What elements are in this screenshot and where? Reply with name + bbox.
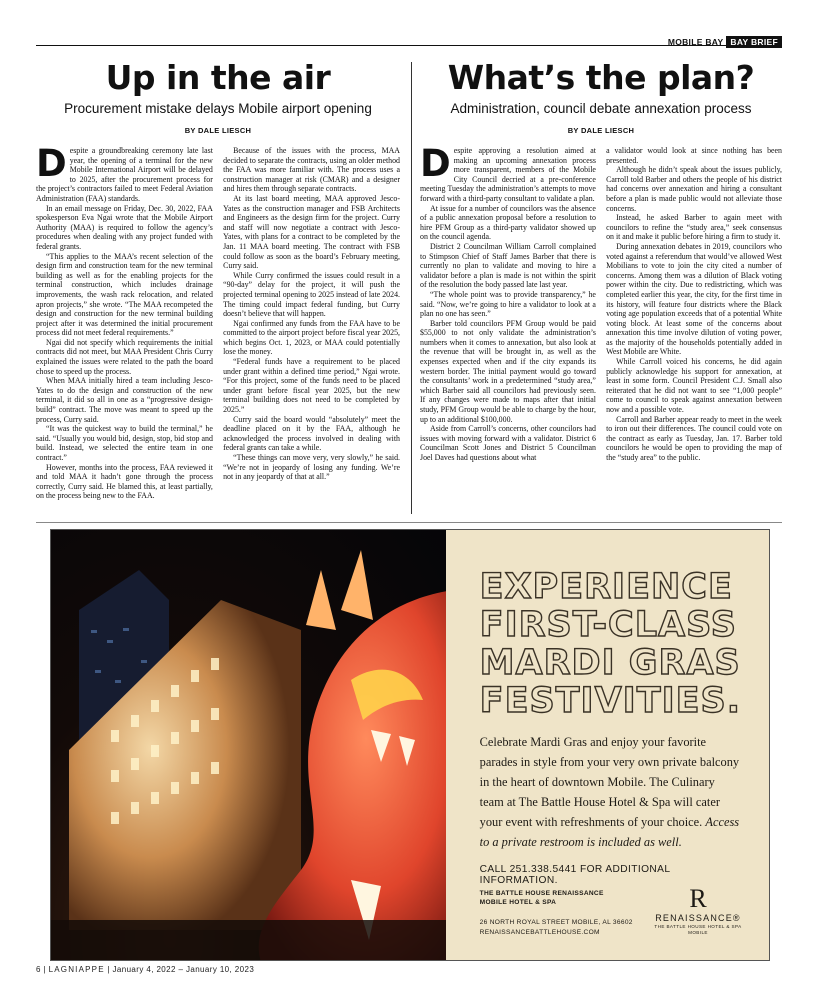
section-tag (668, 36, 782, 48)
paragraph: Ngai confirmed any funds from the FAA have to be committed to the airport project before fiscal year 2025, which begins Oct. 1, 2023, or MAA could potentially lose the money. (223, 318, 400, 357)
ad-headline-line: MARDI GRAS (479, 643, 741, 683)
issue-dates: January 4, 2022 – January 10, 2023 (112, 965, 255, 974)
dropcap: D (420, 142, 451, 185)
page-folio: 6 | LAGNIAPPE | January 4, 2022 – January 10, 2023 (36, 965, 255, 974)
paragraph: At issue for a number of councilors was the absence of a public annexation proposal before a resolution to hire PFM Group as a third-party validator showed up on the council agenda. (420, 203, 596, 242)
story-column-1 (420, 142, 596, 463)
advertisement-renaissance[interactable] (50, 529, 770, 961)
paragraph: Because of the issues with the process, MAA decided to separate the contracts, using an older method the FAA was more familiar with. The process uses a construction manager at risk (CMAR) and a designer and hires them through separate contracts. (223, 146, 400, 194)
headline: Up in the air (105, 58, 331, 97)
paragraph: Instead, he asked Barber to again meet with councilors to refine the “study area,” seek consensus on it and make it public before hiring a firm to study it. (606, 213, 782, 242)
paragraph: Carroll and Barber appear ready to meet in the week to iron out their differences. The council could vote on the contract as early as Tuesday, Jan. 17. Barber told councilors he would be open to providing the map of the “study area” to the public. (606, 414, 782, 462)
ad-footer (480, 889, 633, 938)
ad-headline-line: FIRST-CLASS (479, 605, 737, 645)
column-divider (411, 62, 412, 514)
logo-subtitle: THE BATTLE HOUSE HOTEL & SPA MOBILE (654, 924, 742, 935)
hotel-contact (480, 918, 633, 938)
paragraph: Aside from Carroll’s concerns, other councilors had issues with moving forward with a validator. District 6 Councilman Scott Jones and District 5 Councilman Joel Daves had questions about what (420, 424, 596, 462)
ad-headline-line: FESTIVITIES. (479, 681, 741, 721)
story-annexation (420, 58, 782, 463)
byline: BY DALE LIESCH (567, 126, 635, 135)
ad-headline (480, 568, 741, 720)
story-column-2 (223, 146, 400, 501)
ad-photo-mardi-gras-float (51, 530, 446, 960)
paragraph: “The whole point was to provide transparency,” he said. “Now, we’re going to hire a validator to look at a plan no one has seen.” (420, 289, 596, 319)
logo-name: RENAISSANCE® (655, 913, 741, 923)
renaissance-r-icon: R (689, 884, 707, 913)
ad-separator-rule (36, 522, 782, 523)
ad-body-text: Celebrate Mardi Gras and enjoy your favorite parades in style from your very own private balcony in the heart of downtown Mobile. The Culinary team at The Battle House Hotel & Spa will cater your event with refreshments of your choice. Access to a private restroom is included as well. (479, 735, 740, 849)
paragraph: While Curry confirmed the issues could result in a “90-day” delay for the project, it will push the projected terminal opening to 2025 instead of late 2024. The timing could impact federal funding, but Curry doesn’t believe that will happen. (223, 270, 400, 319)
subheadline: Administration, council debate annexation process (450, 101, 752, 116)
ad-phone-callout[interactable]: CALL 251.338.5441 FOR ADDITIONAL INFORMATION. (479, 864, 671, 886)
hotel-name: THE BATTLE HOUSE RENAISSANCE MOBILE HOTEL & SPA (479, 890, 604, 906)
paragraph: “This applies to the MAA’s recent selection of the design firm and construction team for the new terminal building as well as for the enabling projects for the terminal construction, which includes drainage improvements, the wash rack relocation, and related apron projects,” she wrote. “The MAA recompeted the design and construction for the new terminal building project after it was determined the initial procurement process did not meet federal requirements.” (36, 251, 213, 338)
hotel-address: 26 NORTH ROYAL STREET MOBILE, AL 36602 (479, 919, 633, 926)
paragraph: District 2 Councilman William Carroll complained to Stimpson Chief of Staff James Barber that there is currently no plan to validate and moving to hire a validator before a plan is made is not within the spirit of the resolution the body passed late last year. (420, 241, 596, 290)
byline: BY DALE LIESCH (184, 126, 252, 135)
paragraph: While Carroll voiced his concerns, he did again publicly acknowledge his support for annexation, at least in some form. Council President C.J. Small also reiterated that he did not want to see “1,000 people” come to council to speak against annexation between now and a possible vote. (606, 357, 782, 415)
paragraph: Despite approving a resolution aimed at making an upcoming annexation process more transparent, members of the Mobile City Council decried at a pre-conference meeting Tuesday the administration’s attempts to move forward with a third-party consultant to validate a plan. (420, 142, 596, 203)
dropcap: D (36, 142, 67, 185)
paragraph: “It was the quickest way to build the terminal,” he said. “Usually you would bid, design, stop, bid stop and build. Instead, we selected the entire team in one contract.” (36, 424, 213, 462)
story-airport (36, 58, 400, 501)
ad-headline-line: EXPERIENCE (479, 567, 733, 607)
paragraph: Curry said the board would “absolutely” meet the deadline placed on it by the FAA, although he acknowledged the process involved in dealing with federal grants can take a while. (223, 414, 400, 453)
headline: What’s the plan? (447, 58, 755, 97)
photo-illustration (51, 530, 446, 960)
paragraph: However, months into the process, FAA reviewed it and told MAA it hadn’t gone through the process correctly, Curry said. He blamed this, at least partially, on the process being new to the FAA. (36, 462, 213, 501)
hotel-website-link[interactable]: RENAISSANCEBATTLEHOUSE.COM (479, 929, 600, 936)
ad-copy (446, 530, 769, 960)
paragraph: “Federal funds have a requirement to be placed under grant within a defined time period,” Ngai wrote. “For this project, some of the funds need to be placed under grant before fiscal year 2025, but the new terminal building does not need to be completed by 2025.” (223, 357, 400, 415)
paragraph: When MAA initially hired a team including Jesco-Yates to do the design and construction of the new terminal, it did so all in one as a “progressive design-build” contract. The move was meant to speed up the process, Curry said. (36, 376, 213, 424)
paragraph: a validator would look at since nothing has been presented. (606, 146, 782, 165)
publication-name: LAGNIAPPE (48, 965, 105, 974)
paragraph: Barber told councilors PFM Group would be paid $55,000 to not only validate the administration’s numbers when it comes to annexation, but also look at the revenue that will be brought in, as well as the expenses expected when and if the city expands its western border. The initial payment would go toward the consultants’ work in a predetermined “study area,” which Barber said all councilors had previously seen. If any changes were made to maps after that initial study, PFM Group would be able to charge by the hour, up to an additional $100,000. (420, 318, 596, 424)
story-column-1 (36, 142, 213, 501)
paragraph: In an email message on Friday, Dec. 30, 2022, FAA spokesperson Eva Ngai wrote that the Mobile Airport Authority (MAA) is required to follow the agency’s procedures when dealing with any project funded with federal grants. (36, 203, 213, 251)
paragraph: During annexation debates in 2019, councilors who voted against a referendum that would’ve allowed West Mobilians to vote to join the city cited a number of concerns. Among them was a dilution of Black voting power within the city. Due to redistricting, which was completed earlier this year, the city, for the first time in its history, will feature four districts where the Black voting age population exceeds that of a potential White voting block. At least some of the concerns about annexation this time involve dilution of voting power, as the majority of the households potentially added in West Mobile are White. (606, 241, 782, 357)
subheadline: Procurement mistake delays Mobile airport opening (64, 101, 372, 116)
renaissance-logo (649, 885, 747, 936)
story-columns (36, 142, 400, 501)
paragraph: “These things can move very, very slowly,” he said. “We’re not in jeopardy of losing any funding. We’re not in any jeopardy of that at all.” (223, 453, 400, 482)
section-brief-badge: BAY BRIEF (726, 36, 782, 48)
story-column-2 (606, 146, 782, 463)
section-name: MOBILE BAY (667, 37, 724, 47)
paragraph: Although he didn’t speak about the issues publicly, Carroll told Barber and others the people of his district had concerns over annexation and hiring a consultant before a plan is made public would not alleviate those concerns. (606, 165, 782, 213)
story-columns (420, 142, 782, 463)
paragraph: Despite a groundbreaking ceremony late last year, the opening of a terminal for the new Mobile International Airport will be delayed to 2025, after the procurement process for the project’s contractors failed to meet Federal Aviation Administration (FAA) standards. (36, 142, 213, 203)
ad-body-italic: Access to a private restroom is included as well. (479, 815, 740, 849)
page-number: 6 (36, 965, 41, 974)
paragraph: At its last board meeting, MAA approved Jesco-Yates as the construction manager and FSB Architects and Engineers as the design firm for the project. Curry and staff will now negotiate a contract with Jesco-Yates, with plans for a contract to be completed by the Jan. 11 MAA board meeting. The contract with FSB could follow as soon as the board’s February meeting, Curry said. (223, 193, 400, 271)
paragraph: Ngai did not specify which requirements the initial contracts did not meet, but MAA President Chris Curry explained the issues were related to the path the board chose to speed up the process. (36, 337, 213, 376)
